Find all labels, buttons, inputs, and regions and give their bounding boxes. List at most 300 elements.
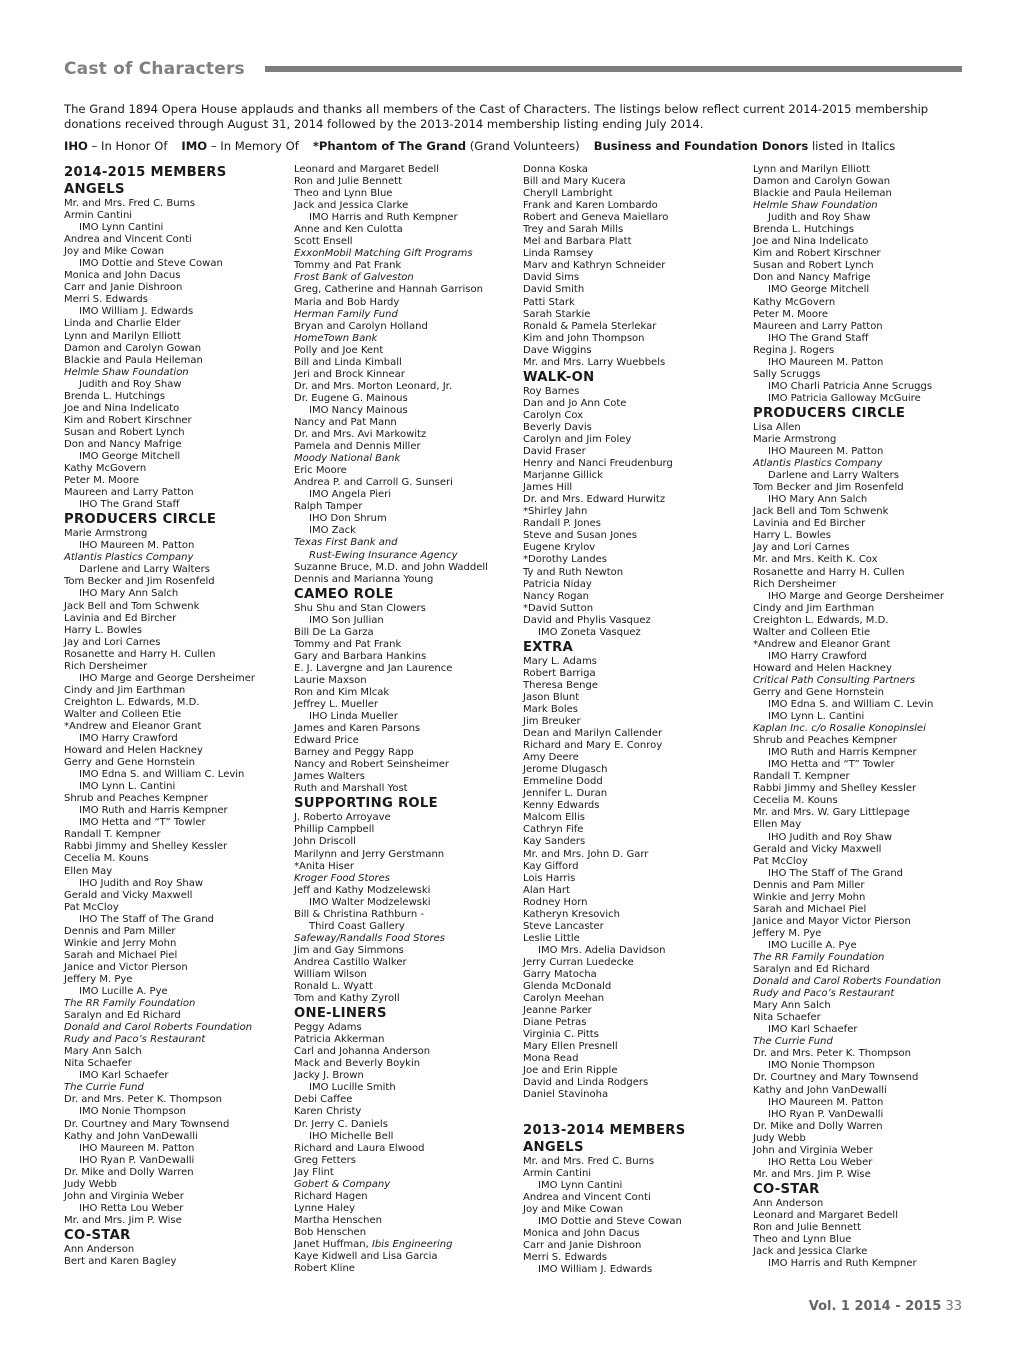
member-entry: Jack and Jessica Clarke <box>753 1246 868 1258</box>
business-donor-entry: The RR Family Foundation <box>753 952 885 963</box>
member-entry: Dan and Jo Ann Cote <box>523 397 627 409</box>
business-donor-entry: Rust-Ewing Insurance Agency <box>309 549 458 561</box>
member-entry: Richard and Laura Elwood <box>294 1142 425 1154</box>
honor-memory-entry: IHO The Staff of The Grand <box>768 867 904 879</box>
member-entry: Kathy McGovern <box>64 463 147 475</box>
member-entry: Mr. and Mrs. Keith K. Cox <box>753 554 878 566</box>
member-entry: Lynn and Marilyn Elliott <box>64 330 181 342</box>
member-entry: Tommy and Pat Frank <box>294 638 402 650</box>
member-entry: Blackie and Paula Heileman <box>753 188 892 200</box>
member-entry: Dr. and Mrs. Peter K. Thompson <box>753 1048 911 1060</box>
honor-memory-entry: IHO Maureen M. Patton <box>768 446 884 458</box>
member-entry: Tommy and Pat Frank <box>294 260 402 272</box>
member-entry: Dr. and Mrs. Edward Hurwitz <box>523 494 666 506</box>
member-entry: John Driscoll <box>294 836 356 848</box>
business-donor-entry: Herman Family Fund <box>294 308 398 320</box>
honor-memory-entry: IMO Lucille A. Pye <box>79 986 168 997</box>
member-entry: Jim and Gay Simmons <box>294 944 404 956</box>
member-entry: Greg, Catherine and Hannah Garrison <box>294 284 483 296</box>
member-entry: Nita Schaefer <box>64 1058 132 1070</box>
member-entry: Carolyn Cox <box>523 409 584 421</box>
member-entry: Merri S. Edwards <box>523 1251 607 1263</box>
member-entry: Ronald & Pamela Sterlekar <box>523 320 657 332</box>
member-entry: Patti Stark <box>523 296 575 308</box>
member-entry: David Sims <box>523 272 580 284</box>
member-entry: Steve Lancaster <box>523 920 604 932</box>
member-entry: Ellen May <box>64 865 113 877</box>
honor-memory-entry: IHO Mary Ann Salch <box>768 494 868 506</box>
section-heading: CO-STAR <box>64 1227 131 1243</box>
member-entry: John and Virginia Weber <box>64 1190 184 1202</box>
member-entry: Dr. and Mrs. Avi Markowitz <box>294 429 427 441</box>
section-heading: CO-STAR <box>753 1181 820 1197</box>
member-entry: Theresa Benge <box>523 679 599 691</box>
section-heading: PRODUCERS CIRCLE <box>753 405 906 421</box>
member-entry: Marie Armstrong <box>753 433 837 445</box>
member-entry: Phillip Campbell <box>294 824 375 836</box>
honor-memory-entry: IHO Retta Lou Weber <box>768 1156 873 1168</box>
member-entry: Randall T. Kempner <box>753 771 850 783</box>
legend-phantom-label: *Phantom of The Grand <box>312 139 467 153</box>
section-heading: ANGELS <box>64 182 125 197</box>
member-entry: Janice and Victor Pierson <box>64 961 188 973</box>
member-entry: Glenda McDonald <box>523 981 612 993</box>
member-entry: Jerome Dlugasch <box>523 764 608 776</box>
member-entry: Scott Ensell <box>294 236 353 248</box>
footer-volume: Vol. 1 2014 - 2015 <box>808 1299 942 1314</box>
member-entry: Mr. and Mrs. Jim P. Wise <box>753 1168 871 1180</box>
member-entry <box>294 1239 518 1251</box>
member-entry: James and Karen Parsons <box>294 723 421 735</box>
member-column-2 <box>294 164 518 1275</box>
member-entry: Sarah Starkie <box>523 308 591 320</box>
member-entry: Walter and Colleen Etie <box>753 626 871 638</box>
member-entry: Katheryn Kresovich <box>523 908 620 920</box>
member-entry: Dennis and Pam Miller <box>64 925 176 937</box>
business-donor-entry: Donald and Carol Roberts Foundation <box>753 976 942 988</box>
member-entry: Sarah and Michael Piel <box>64 949 178 961</box>
member-entry: Jack Bell and Tom Schwenk <box>753 506 889 518</box>
honor-memory-entry: IHO Ryan P. VanDewalli <box>768 1108 884 1120</box>
legend-imo-text: – In Memory Of <box>207 139 299 153</box>
member-entry: Dr. Mike and Dolly Warren <box>64 1166 194 1178</box>
member-entry: Dr. and Mrs. Peter K. Thompson <box>64 1094 222 1106</box>
member-entry: Shrub and Peaches Kempner <box>64 793 208 805</box>
member-entry: Kenny Edwards <box>523 800 600 812</box>
business-donor-entry: ExxonMobil Matching Gift Programs <box>294 248 473 260</box>
member-entry: Cecelia M. Kouns <box>753 795 838 807</box>
member-entry: Harry L. Bowles <box>753 530 832 542</box>
member-entry: Kathy McGovern <box>753 296 836 308</box>
member-entry: Mr. and Mrs. Fred C. Burns <box>64 198 196 209</box>
member-entry: Peter M. Moore <box>64 475 140 487</box>
member-entry: Jeffery M. Pye <box>753 927 822 939</box>
member-entry: Cindy and Jim Earthman <box>64 684 186 696</box>
business-donor-entry: Helmle Shaw Foundation <box>753 200 878 212</box>
member-entry: Randall P. Jones <box>523 518 602 530</box>
member-entry: Andrea and Vincent Conti <box>523 1191 651 1203</box>
honor-memory-entry: IHO Mary Ann Salch <box>79 588 179 600</box>
business-donor-entry: Helmle Shaw Foundation <box>64 366 189 378</box>
member-entry: *David Sutton <box>523 602 594 614</box>
honor-memory-entry: IMO Edna S. and William C. Levin <box>768 699 934 711</box>
honor-memory-entry: IHO Judith and Roy Shaw <box>768 831 893 843</box>
member-entry: Dennis and Marianna Young <box>294 573 434 585</box>
legend-imo-abbr: IMO <box>181 139 208 153</box>
member-entry: Polly and Joe Kent <box>294 344 384 356</box>
section-heading: 2013-2014 MEMBERS <box>523 1122 686 1138</box>
member-entry: Marv and Kathryn Schneider <box>523 260 666 272</box>
footer-page-number: 33 <box>945 1299 962 1314</box>
honor-memory-entry: IMO Dottie and Steve Cowan <box>79 258 223 270</box>
honor-memory-entry: IHO Linda Mueller <box>309 711 398 723</box>
member-entry: Jack and Jessica Clarke <box>294 200 409 212</box>
member-entry: Bob Henschen <box>294 1226 367 1238</box>
business-donor-entry: Gobert & Company <box>294 1178 391 1190</box>
member-entry: Rich Dersheimer <box>753 578 837 590</box>
honor-memory-entry: IMO Dottie and Steve Cowan <box>538 1215 682 1227</box>
member-entry: Ronald L. Wyatt <box>294 981 373 993</box>
member-entry: David Smith <box>523 284 585 296</box>
member-entry: Jerry Curran Luedecke <box>523 956 634 968</box>
member-entry: Peter M. Moore <box>753 308 829 320</box>
honor-memory-entry: IMO Lucille A. Pye <box>768 939 857 951</box>
member-entry: Laurie Maxson <box>294 674 367 686</box>
member-entry: Harry L. Bowles <box>64 624 143 636</box>
member-entry: Patricia Niday <box>523 578 592 590</box>
member-entry: Edward Price <box>294 735 359 747</box>
member-entry: Andrea Castillo Walker <box>294 956 407 968</box>
member-entry: Carolyn and Jim Foley <box>523 433 632 445</box>
member-entry: E. J. Lavergne and Jan Laurence <box>294 662 453 674</box>
business-donor-entry: The RR Family Foundation <box>64 998 196 1010</box>
member-entry: Frank and Karen Lombardo <box>523 200 658 212</box>
member-entry: Kay Gifford <box>523 860 579 872</box>
member-entry: David Fraser <box>523 446 586 458</box>
member-entry: Carolyn Meehan <box>523 993 605 1005</box>
legend-business-label: Business and Foundation Donors <box>593 139 809 153</box>
honor-memory-entry: Judith and Roy Shaw <box>79 378 182 390</box>
member-entry: Nancy Rogan <box>523 590 589 602</box>
honor-memory-entry: Darlene and Larry Walters <box>768 470 899 482</box>
member-entry: James Hill <box>523 482 573 494</box>
member-entry: Monica and John Dacus <box>523 1227 640 1239</box>
member-entry: Jeri and Brock Kinnear <box>294 368 405 380</box>
honor-memory-entry: IHO Marge and George Dersheimer <box>79 672 255 684</box>
member-entry: Maureen and Larry Patton <box>64 487 194 499</box>
member-entry: Merri S. Edwards <box>64 294 148 306</box>
member-entry: Ty and Ruth Newton <box>523 566 624 578</box>
business-donor-entry: Atlantis Plastics Company <box>753 458 883 470</box>
member-entry: Bert and Karen Bagley <box>64 1255 177 1267</box>
business-donor-entry: Atlantis Plastics Company <box>64 552 194 564</box>
member-entry: Donna Koska <box>523 164 588 175</box>
member-entry: Lavinia and Ed Bircher <box>753 518 866 530</box>
member-entry: Jim Breuker <box>523 716 581 728</box>
honor-memory-entry: IHO The Grand Staff <box>79 499 180 511</box>
member-entry: David and Linda Rodgers <box>523 1077 649 1089</box>
member-entry: Gary and Barbara Hankins <box>294 650 427 662</box>
member-entry: Tom Becker and Jim Rosenfeld <box>64 576 215 588</box>
honor-memory-entry: IHO The Grand Staff <box>768 332 869 344</box>
member-entry: Rabbi Jimmy and Shelley Kessler <box>64 841 228 853</box>
member-entry: Eugene Krylov <box>523 542 596 554</box>
member-entry: Malcom Ellis <box>523 812 585 824</box>
member-entry: Armin Cantini <box>64 210 133 222</box>
honor-memory-entry: IHO Maureen M. Patton <box>79 1142 195 1154</box>
member-entry: Cathryn Fife <box>523 824 584 836</box>
honor-memory-entry: IMO Walter Modzelewski <box>309 896 431 908</box>
member-entry: Lavinia and Ed Bircher <box>64 612 177 624</box>
honor-memory-entry: IMO George Mitchell <box>768 284 870 296</box>
member-entry: Dean and Marilyn Callender <box>523 728 663 740</box>
member-entry: Garry Matocha <box>523 969 597 980</box>
member-entry: Jeff and Kathy Modzelewski <box>294 884 431 896</box>
honor-memory-entry: Darlene and Larry Walters <box>79 564 210 576</box>
member-entry: Nancy and Pat Mann <box>294 416 397 428</box>
member-entry: Cindy and Jim Earthman <box>753 602 875 614</box>
honor-memory-entry: IMO Karl Schaefer <box>768 1024 858 1036</box>
business-donor-entry: Kaplan Inc. c/o Rosalie Konopinslei <box>753 723 926 735</box>
member-entry: Regina J. Rogers <box>753 344 835 356</box>
member-entry: Jeffrey L. Mueller <box>294 699 378 711</box>
section-heading: CAMEO ROLE <box>294 586 394 602</box>
honor-memory-entry: IMO Hetta and “T” Towler <box>79 817 206 829</box>
member-entry: Jay Flint <box>294 1166 334 1178</box>
member-entry: Leslie Little <box>523 932 580 944</box>
member-entry: Ellen May <box>753 819 802 831</box>
member-entry: Nita Schaefer <box>753 1012 821 1024</box>
member-entry: Dennis and Pam Miller <box>753 879 865 891</box>
member-entry: Robert and Geneva Maiellaro <box>523 212 669 224</box>
honor-memory-entry: IHO Judith and Roy Shaw <box>79 877 204 889</box>
header-rule <box>265 66 962 72</box>
page-footer <box>809 1299 962 1314</box>
member-entry: Monica and John Dacus <box>64 270 181 282</box>
member-name: Janet Huffman, <box>294 1238 372 1250</box>
member-entry: Joe and Nina Indelicato <box>64 402 180 414</box>
business-donor-entry: Moody National Bank <box>294 453 401 465</box>
honor-memory-entry: IHO Marge and George Dersheimer <box>768 590 944 602</box>
honor-memory-entry: Third Coast Gallery <box>309 920 405 932</box>
honor-memory-entry: IMO Lynn L. Cantini <box>79 781 176 793</box>
member-entry: Gerry and Gene Hornstein <box>753 686 884 698</box>
member-entry: Jay and Lori Carnes <box>64 636 161 648</box>
honor-memory-entry: IMO Lynn L. Cantini <box>768 711 865 723</box>
member-entry: Rosanette and Harry H. Cullen <box>753 566 905 578</box>
member-entry: Blackie and Paula Heileman <box>64 354 203 366</box>
member-entry: Joe and Nina Indelicato <box>753 236 869 248</box>
member-entry: Mr. and Mrs. W. Gary Littlepage <box>753 807 910 819</box>
member-entry: *Andrew and Eleanor Grant <box>64 720 202 732</box>
member-entry: Joy and Mike Cowan <box>523 1203 624 1215</box>
business-donor-entry: Texas First Bank and <box>294 537 398 549</box>
member-entry: Kathy and John VanDewalli <box>753 1084 887 1096</box>
member-entry: Janice and Mayor Victor Pierson <box>753 915 911 927</box>
business-donor-entry: Rudy and Paco’s Restaurant <box>64 1034 206 1046</box>
page-title: Cast of Characters <box>64 59 245 79</box>
member-entry: James Walters <box>294 771 365 783</box>
honor-memory-entry: IMO Lynn Cantini <box>538 1179 623 1191</box>
member-entry: Dr. Jerry C. Daniels <box>294 1118 388 1130</box>
member-entry: Pat McCloy <box>753 855 808 867</box>
member-entry: Leonard and Margaret Bedell <box>294 164 439 175</box>
business-donor-entry: HomeTown Bank <box>294 332 378 344</box>
member-column-1 <box>64 164 284 1268</box>
honor-memory-entry: IHO Ryan P. VanDewalli <box>79 1154 195 1166</box>
member-entry: Theo and Lynn Blue <box>294 188 393 200</box>
honor-memory-entry: IMO Harry Crawford <box>79 733 178 745</box>
page-header <box>64 57 962 81</box>
business-donor-entry: Frost Bank of Galveston <box>294 272 414 284</box>
member-entry: Martha Henschen <box>294 1214 382 1226</box>
member-entry: Gerald and Vicky Maxwell <box>753 843 882 855</box>
member-entry: Mark Boles <box>523 703 578 715</box>
member-entry: Winkie and Jerry Mohn <box>64 937 177 949</box>
member-entry: Alan Hart <box>523 884 570 896</box>
member-entry: Richard and Mary E. Conroy <box>523 740 663 752</box>
honor-memory-entry: IMO Karl Schaefer <box>79 1070 169 1082</box>
member-entry: Henry and Nanci Freudenburg <box>523 458 673 470</box>
member-entry: Ron and Kim Mlcak <box>294 686 390 698</box>
honor-memory-entry: IMO Nonie Thompson <box>79 1106 186 1118</box>
member-entry: Rosanette and Harry H. Cullen <box>64 648 216 660</box>
member-entry: Robert Barriga <box>523 667 596 679</box>
member-entry: Mr. and Mrs. Fred C. Burns <box>523 1155 655 1167</box>
member-entry: *Andrew and Eleanor Grant <box>753 638 891 650</box>
member-entry: Randall T. Kempner <box>64 829 161 841</box>
member-entry: Bill and Mary Kucera <box>523 176 626 188</box>
business-donor-entry: Safeway/Randalls Food Stores <box>294 932 445 944</box>
member-entry: Barney and Peggy Rapp <box>294 747 414 759</box>
member-entry: Rabbi Jimmy and Shelley Kessler <box>753 783 917 795</box>
member-entry: *Dorothy Landes <box>523 554 607 566</box>
member-entry: Ann Anderson <box>64 1243 135 1255</box>
member-entry: Cheryll Lambright <box>523 188 613 200</box>
member-entry: Shrub and Peaches Kempner <box>753 735 897 747</box>
member-entry: William Wilson <box>294 969 367 980</box>
member-entry: Amy Deere <box>523 752 579 764</box>
member-entry: Brenda L. Hutchings <box>64 390 166 402</box>
business-donor-entry: Kroger Food Stores <box>294 872 390 884</box>
honor-memory-entry: IMO Angela Pieri <box>309 489 392 501</box>
member-entry: Joy and Mike Cowan <box>64 246 165 258</box>
member-entry: Susan and Robert Lynch <box>753 260 874 272</box>
member-entry: Dave Wiggins <box>523 344 592 356</box>
business-donor-entry: Critical Path Consulting Partners <box>753 674 916 686</box>
member-entry: Daniel Stavinoha <box>523 1089 609 1101</box>
business-name: Ibis Engineering <box>371 1238 453 1250</box>
member-entry: Judy Webb <box>64 1178 117 1190</box>
honor-memory-entry: IHO The Staff of The Grand <box>79 913 215 925</box>
member-entry: Diane Petras <box>523 1017 587 1029</box>
section-heading: ANGELS <box>523 1139 584 1155</box>
member-entry: Joe and Erin Ripple <box>523 1065 618 1077</box>
member-entry: Winkie and Jerry Mohn <box>753 891 866 903</box>
honor-memory-entry: IMO Harris and Ruth Kempner <box>768 1258 917 1270</box>
member-entry: Mr. and Mrs. Larry Wuebbels <box>523 356 666 368</box>
honor-memory-entry: IMO Mrs. Adelia Davidson <box>538 944 666 956</box>
honor-memory-entry: IMO Ruth and Harris Kempner <box>768 747 917 759</box>
member-entry: Robert Kline <box>294 1263 355 1275</box>
member-entry: Kim and John Thompson <box>523 332 645 344</box>
member-entry: Gerry and Gene Hornstein <box>64 757 195 769</box>
member-entry: Kaye Kidwell and Lisa Garcia <box>294 1251 438 1263</box>
intro-paragraph: The Grand 1894 Opera House applauds and thanks all members of the Cast of Characters. The listings below reflect current 2014-2015 membership donations received through August 31, 2014 followed by the 2013-2014 membership listing ending July 2014. <box>64 102 929 131</box>
section-heading: 2014-2015 MEMBERS <box>64 165 227 180</box>
member-entry: Ann Anderson <box>753 1197 824 1209</box>
member-entry: Dr. Mike and Dolly Warren <box>753 1120 883 1132</box>
member-entry: Pat McCloy <box>64 901 119 913</box>
member-entry: Mr. and Mrs. Jim P. Wise <box>64 1214 182 1226</box>
member-entry: Emmeline Dodd <box>523 776 603 788</box>
member-entry: Greg Fetters <box>294 1154 356 1166</box>
member-entry: Lynne Haley <box>294 1202 356 1214</box>
honor-memory-entry: IHO Michelle Bell <box>309 1130 394 1142</box>
member-entry: Armin Cantini <box>523 1167 592 1179</box>
business-donor-entry: Rudy and Paco’s Restaurant <box>753 988 895 1000</box>
honor-memory-entry: IMO Harry Crawford <box>768 650 867 662</box>
member-entry: Theo and Lynn Blue <box>753 1234 852 1246</box>
member-entry: Kim and Robert Kirschner <box>64 414 192 426</box>
member-entry: Tom and Kathy Zyroll <box>294 993 400 1005</box>
member-entry: Kay Sanders <box>523 836 586 848</box>
member-entry: Lisa Allen <box>753 421 801 433</box>
member-entry: Mary L. Adams <box>523 655 597 667</box>
member-entry: Ruth and Marshall Yost <box>294 783 408 795</box>
honor-memory-entry: IMO Hetta and “T” Towler <box>768 759 895 771</box>
member-entry: Marilynn and Jerry Gerstmann <box>294 848 445 860</box>
member-entry: Tom Becker and Jim Rosenfeld <box>753 482 904 494</box>
member-entry: Cecelia M. Kouns <box>64 853 149 865</box>
member-entry: Maureen and Larry Patton <box>753 320 883 332</box>
member-entry: Andrea and Vincent Conti <box>64 234 192 246</box>
member-column-3 <box>523 164 749 1276</box>
member-entry: Bill and Linda Kimball <box>294 356 402 368</box>
member-entry: Jennifer L. Duran <box>523 788 608 800</box>
member-entry: Virginia C. Pitts <box>523 1029 599 1041</box>
member-entry: Saralyn and Ed Richard <box>64 1010 181 1022</box>
honor-memory-entry: IHO Maureen M. Patton <box>768 356 884 368</box>
member-entry: Mary Ann Salch <box>753 1000 831 1012</box>
member-entry: Suzanne Bruce, M.D. and John Waddell <box>294 561 488 573</box>
legend <box>64 139 964 154</box>
member-entry: Lois Harris <box>523 872 576 884</box>
member-entry: Steve and Susan Jones <box>523 530 637 542</box>
section-heading: PRODUCERS CIRCLE <box>64 512 217 528</box>
member-entry: Pamela and Dennis Miller <box>294 441 421 453</box>
honor-memory-entry: IMO Nancy Mainous <box>309 404 408 416</box>
member-entry: Mona Read <box>523 1053 579 1065</box>
honor-memory-entry: IHO Retta Lou Weber <box>79 1202 184 1214</box>
member-entry: *Anita Hiser <box>294 860 354 872</box>
member-entry: Jason Blunt <box>523 691 580 703</box>
member-entry: Mack and Beverly Boykin <box>294 1058 421 1070</box>
section-heading: WALK-ON <box>523 369 595 385</box>
member-entry: Peggy Adams <box>294 1022 362 1034</box>
member-entry: Dr. and Mrs. Morton Leonard, Jr. <box>294 380 453 392</box>
member-entry: Gerald and Vicky Maxwell <box>64 889 193 901</box>
member-entry: Nancy and Robert Seinsheimer <box>294 759 449 771</box>
member-entry: Ralph Tamper <box>294 501 363 513</box>
member-entry: Jack Bell and Tom Schwenk <box>64 600 200 612</box>
member-entry: Damon and Carolyn Gowan <box>753 176 891 188</box>
member-entry: Lynn and Marilyn Elliott <box>753 164 870 175</box>
member-entry: Eric Moore <box>294 465 347 477</box>
section-heading: ONE-LINERS <box>294 1006 387 1022</box>
member-entry: *Shirley Jahn <box>523 506 588 518</box>
honor-memory-entry: IMO Lynn Cantini <box>79 222 164 234</box>
